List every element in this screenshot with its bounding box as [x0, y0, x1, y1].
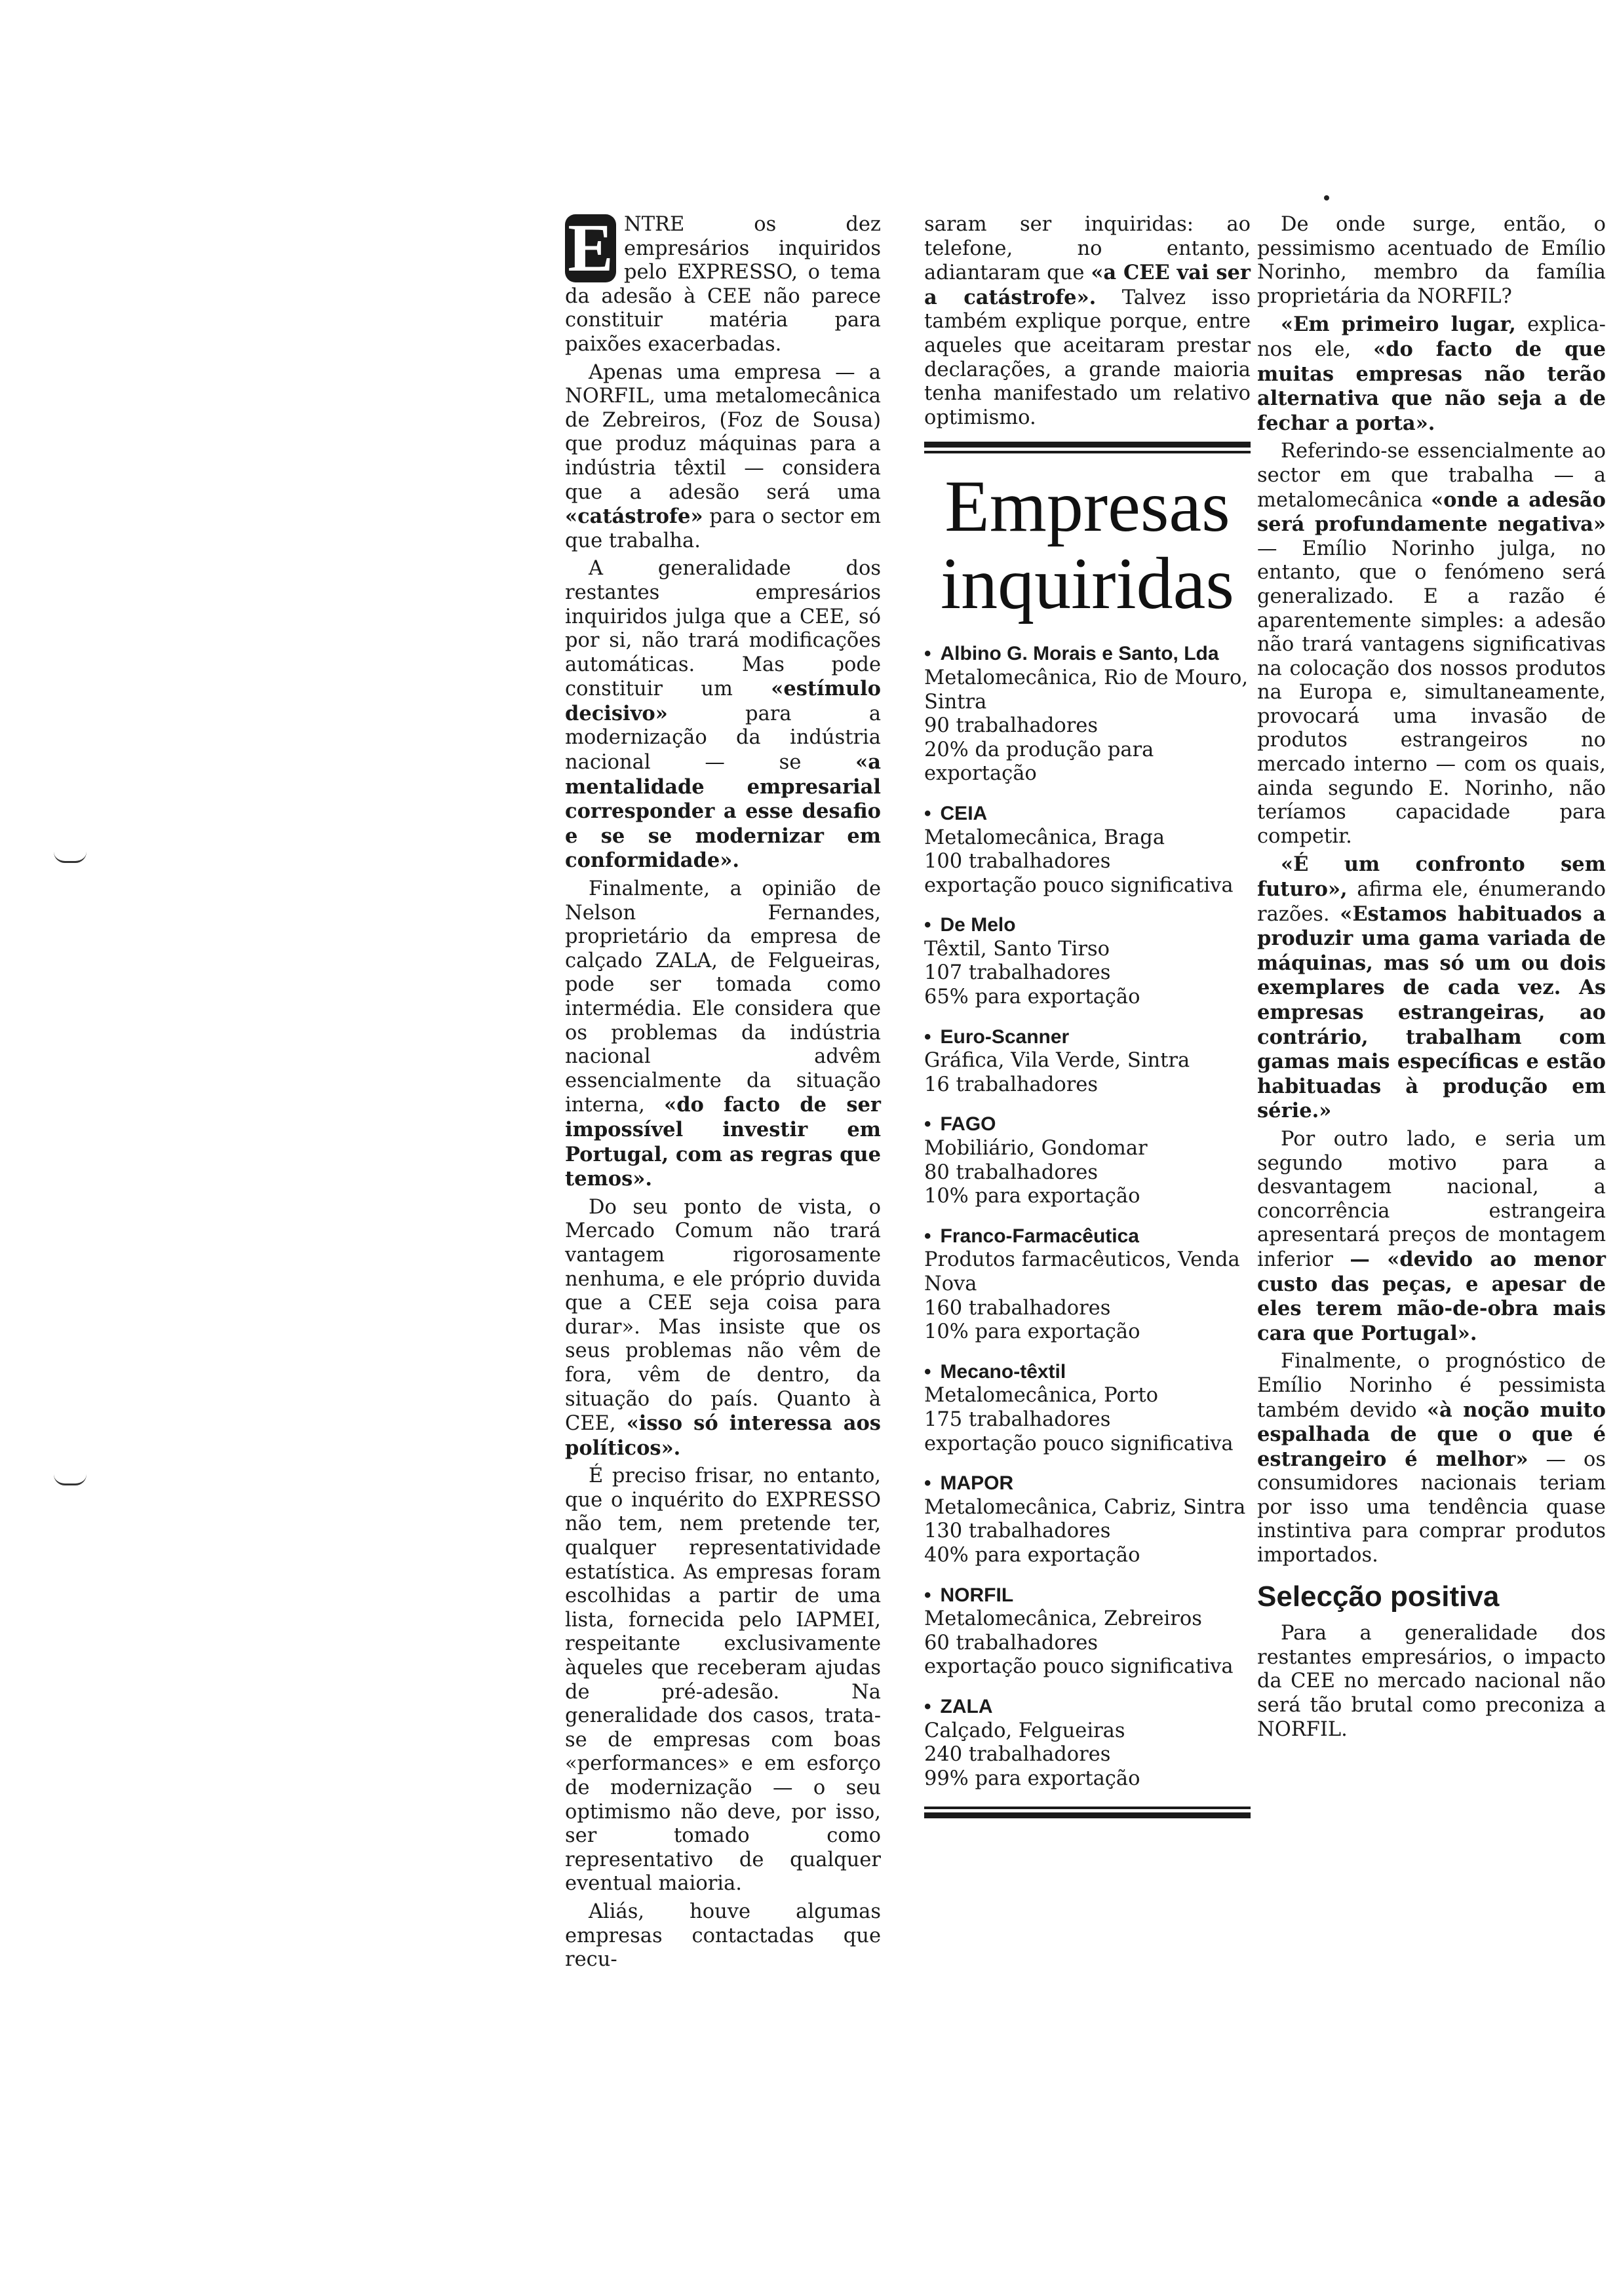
company-name: • Albino G. Morais e Santo, Lda	[924, 642, 1251, 666]
section-subheading: Selecção positiva	[1257, 1580, 1500, 1613]
article-paragraph: Aliás, houve algumas empresas contactadas que recu-	[565, 1900, 881, 1972]
company-entry	[924, 802, 1251, 898]
company-entry	[924, 1695, 1251, 1791]
company-name: • FAGO	[924, 1113, 1251, 1137]
company-detail: Metalomecânica, Braga	[924, 826, 1165, 849]
article-paragraph: Para a generalidade dos restantes empresários, o impacto da CEE no mercado nacional não será tão brutal como preconiza a NORFIL.	[1257, 1622, 1606, 1741]
company-name: • Mecano-têxtil	[924, 1360, 1251, 1385]
article-paragraph: Por outro lado, e seria um segundo motivo para a desvantagem nacional, a concorrência estrangeira apresentará preços de montagem inferior — «devido ao menor custo das peças, e apesar de eles terem mão-de-obra mais cara que Portugal».	[1257, 1127, 1606, 1345]
article-paragraph: A generalidade dos restantes empresários inquiridos julga que a CEE, só por si, não trará modificações automáticas. Mas pode constituir um «estímulo decisivo» para a modernização da indústria nacional — se «a mentalidade empresarial corresponder a esse desafio e se se modernizar em conformidade».	[565, 557, 881, 873]
company-name: • NORFIL	[924, 1584, 1251, 1608]
company-entry	[924, 1360, 1251, 1456]
company-detail: 10% para exportação	[924, 1185, 1140, 1208]
company-detail: Gráfica, Vila Verde, Sintra	[924, 1049, 1190, 1073]
article-paragraph: saram ser inquiridas: ao telefone, no entanto, adiantaram que «a CEE vai ser a catástrofe». Talvez isso também explique porque, entre aqueles que aceitaram prestar declarações, a grande maioria tenha manifestado um relativo optimismo.	[924, 213, 1251, 429]
box-top-rule	[924, 442, 1251, 448]
company-detail: 40% para exportação	[924, 1543, 1140, 1567]
company-detail: 107 trabalhadores	[924, 961, 1111, 985]
company-name: • Euro-Scanner	[924, 1025, 1251, 1050]
article-paragraph: Apenas uma empresa — a NORFIL, uma metalomecânica de Zebreiros, (Foz de Sousa) que produz máquinas para a indústria têxtil — considera que a adesão será uma «catástrofe» para o sector em que trabalha.	[565, 360, 881, 552]
article-column-3	[1257, 213, 1606, 1746]
company-detail: exportação pouco significativa	[924, 1432, 1234, 1455]
article-paragraph: É preciso frisar, no entanto, que o inquérito do EXPRESSO não tem, nem pretende ter, qualquer representatividade estatística. As empresas foram escolhidas a partir de uma lista, fornecida pelo IAPMEI, respeitante exclusivamente àqueles que receberam ajudas de pré-adesão. Na generalidade dos casos, trata-se de empresas com boas «performances» e em esforço de modernização — o seu optimismo não deve, por isso, ser tomado como representativo de qualquer eventual maioria.	[565, 1464, 881, 1896]
company-detail: 130 trabalhadores	[924, 1520, 1111, 1543]
article-paragraph: Do seu ponto de vista, o Mercado Comum não trará vantagem rigorosamente nenhuma, e ele próprio duvida que a CEE seja coisa para durar». Mas insiste que os seus problemas não vêm de fora, vêm de dentro, da situação do país. Quanto à CEE, «isso só interessa aos políticos».	[565, 1195, 881, 1460]
company-detail: 20% da produção para exportação	[924, 738, 1154, 786]
company-detail: 240 trabalhadores	[924, 1743, 1111, 1767]
company-name: • Franco-Farmacêutica	[924, 1225, 1251, 1249]
company-detail: Metalomecânica, Porto	[924, 1384, 1158, 1407]
company-entry	[924, 1225, 1251, 1345]
article-paragraph: Finalmente, o prognóstico de Emílio Norinho é pessimista também devido «à noção muito espalhada de que o que é estrangeiro é melhor» — os consumidores nacionais teriam por isso uma tendência quase instintiva para comprar produtos importados.	[1257, 1350, 1606, 1567]
article-column-2	[924, 213, 1251, 1821]
sidebar-box	[924, 442, 1251, 1818]
company-detail: Metalomecânica, Rio de Mouro, Sintra	[924, 666, 1249, 714]
scan-margin-mark	[54, 1474, 87, 1485]
company-entry	[924, 1584, 1251, 1679]
box-title: Empresas inquiridas	[941, 466, 1234, 625]
article-paragraph: De onde surge, então, o pessimismo acentuado de Emílio Norinho, membro da família proprietária da NORFIL?	[1257, 213, 1606, 308]
company-name: • ZALA	[924, 1695, 1251, 1719]
article-paragraph: Finalmente, a opinião de Nelson Fernandes, proprietário da empresa de calçado ZALA, de Felgueiras, pode ser tomada como intermédia. Ele considera que os problemas da indústria nacional advêm essencialmente da situação interna, «do facto de ser impossível investir em Portugal, com as regras que temos».	[565, 877, 881, 1191]
box-top-rule-thin	[924, 451, 1251, 453]
scan-margin-mark	[54, 852, 87, 863]
company-name: • MAPOR	[924, 1472, 1251, 1496]
company-detail: Metalomecânica, Cabriz, Sintra	[924, 1495, 1246, 1519]
company-detail: Têxtil, Santo Tirso	[924, 937, 1110, 961]
article-paragraph: «Em primeiro lugar, explica-nos ele, «do facto de que muitas empresas não terão alternativa que não seja a de fechar a porta».	[1257, 313, 1606, 435]
company-detail: 100 trabalhadores	[924, 850, 1111, 873]
box-bottom-rule	[924, 1812, 1251, 1818]
company-entry	[924, 642, 1251, 786]
company-entry	[924, 1472, 1251, 1567]
company-detail: 80 trabalhadores	[924, 1160, 1098, 1184]
company-detail: 16 trabalhadores	[924, 1073, 1098, 1096]
company-detail: 10% para exportação	[924, 1320, 1140, 1344]
article-column-1	[565, 210, 881, 1976]
company-detail: 60 trabalhadores	[924, 1631, 1098, 1655]
company-name: • De Melo	[924, 913, 1251, 938]
company-detail: exportação pouco significativa	[924, 873, 1234, 897]
company-detail: 65% para exportação	[924, 985, 1140, 1009]
company-detail: 175 trabalhadores	[924, 1407, 1111, 1431]
company-detail: Metalomecânica, Zebreiros	[924, 1607, 1202, 1631]
drop-cap: E	[565, 214, 616, 282]
company-list	[924, 642, 1251, 1791]
box-bottom-rule-thin	[924, 1807, 1251, 1809]
company-detail: Calçado, Felgueiras	[924, 1719, 1125, 1742]
company-detail: Produtos farmacêuticos, Venda Nova	[924, 1248, 1240, 1295]
company-detail: exportação pouco significativa	[924, 1655, 1234, 1679]
article-paragraph: «É um confronto sem futuro», afirma ele, énumerando razões. «Estamos habituados a produzir uma gama variada de máquinas, mas só um ou dois exemplares de cada vez. As empresas estrangeiras, ao contrário, trabalham com gamas mais específicas e estão habituadas à produção em série.»	[1257, 852, 1606, 1123]
company-detail: 160 trabalhadores	[924, 1296, 1111, 1320]
company-entry	[924, 1025, 1251, 1098]
company-detail: Mobiliário, Gondomar	[924, 1137, 1148, 1160]
company-entry	[924, 913, 1251, 1009]
scan-speck	[1324, 195, 1329, 201]
company-entry	[924, 1113, 1251, 1208]
article-paragraph: Referindo-se essencialmente ao sector em que trabalha — a metalomecânica «onde a adesão será profundamente negativa» — Emílio Norinho julga, no entanto, que o fenómeno será generalizado. E a razão é aparentemente simples: a adesão não trará vantagens significativas na colocação dos nossos produtos na Europa e, simultaneamente, provocará uma invasão de produtos estrangeiros no mercado interno — com os quais, ainda segundo E. Norinho, não teríamos capacidade para competir.	[1257, 440, 1606, 848]
company-detail: 99% para exportação	[924, 1767, 1140, 1790]
company-detail: 90 trabalhadores	[924, 714, 1098, 738]
article-paragraph: E NTRE os dez empresários inquiridos pelo EXPRESSO, o tema da adesão à CEE não parece constituir matéria para paixões exacerbadas.	[565, 210, 881, 356]
company-name: • CEIA	[924, 802, 1251, 826]
